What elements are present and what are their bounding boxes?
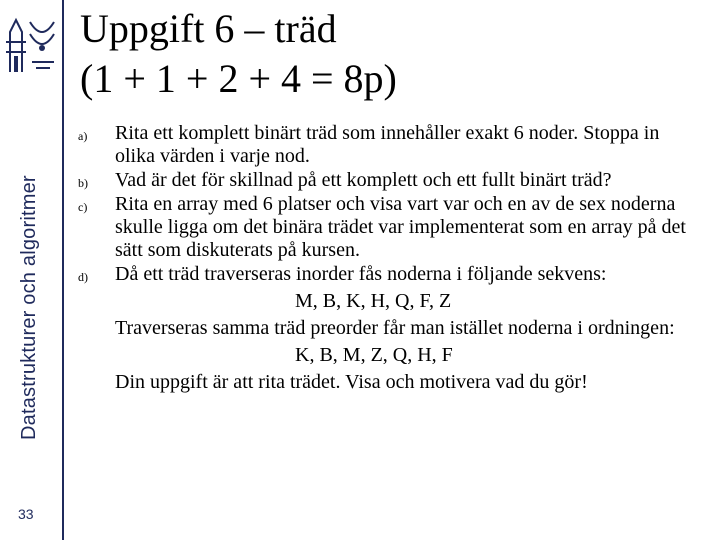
item-text: Rita en array med 6 platser och visa vart var och en av de sex noderna skulle ligga om det binära trädet var implementerat som en array på det sätt som diskuterats på kursen. xyxy=(115,193,686,261)
preorder-sequence: K, B, M, Z, Q, H, F xyxy=(295,344,453,366)
title-line-1: Uppgift 6 – träd xyxy=(80,6,337,51)
list-item-b xyxy=(78,169,698,192)
list-item-d xyxy=(78,263,698,286)
item-marker: a) xyxy=(78,129,88,143)
sidebar xyxy=(0,0,63,540)
item-marker: b) xyxy=(78,176,88,190)
sidebar-divider xyxy=(62,0,64,540)
list-item-c xyxy=(78,193,698,262)
item-text: Rita ett komplett binärt träd som innehåller exakt 6 noder. Stoppa in olika värden i varje nod. xyxy=(115,122,660,167)
task-statement: Din uppgift är att rita trädet. Visa och motivera vad du gör! xyxy=(115,371,588,393)
item-text: Vad är det för skillnad på ett komplett och ett fullt binärt träd? xyxy=(115,169,612,191)
page-number: 33 xyxy=(18,506,34,522)
item-marker: c) xyxy=(78,200,88,214)
inorder-sequence: M, B, K, H, Q, F, Z xyxy=(295,290,452,312)
title-line-2: (1 + 1 + 2 + 4 = 8p) xyxy=(80,56,397,101)
list-item-a xyxy=(78,122,698,168)
slide-title xyxy=(80,4,700,104)
course-title: Datastrukturer och algoritmer xyxy=(18,175,40,440)
item-text: Då ett träd traverseras inorder fås noderna i följande sekvens: xyxy=(115,263,607,285)
preorder-intro: Traverseras samma träd preorder får man istället noderna i ordningen: xyxy=(115,317,675,339)
item-marker: d) xyxy=(78,270,88,284)
slide-body xyxy=(78,122,698,394)
university-logo-icon xyxy=(2,12,58,78)
